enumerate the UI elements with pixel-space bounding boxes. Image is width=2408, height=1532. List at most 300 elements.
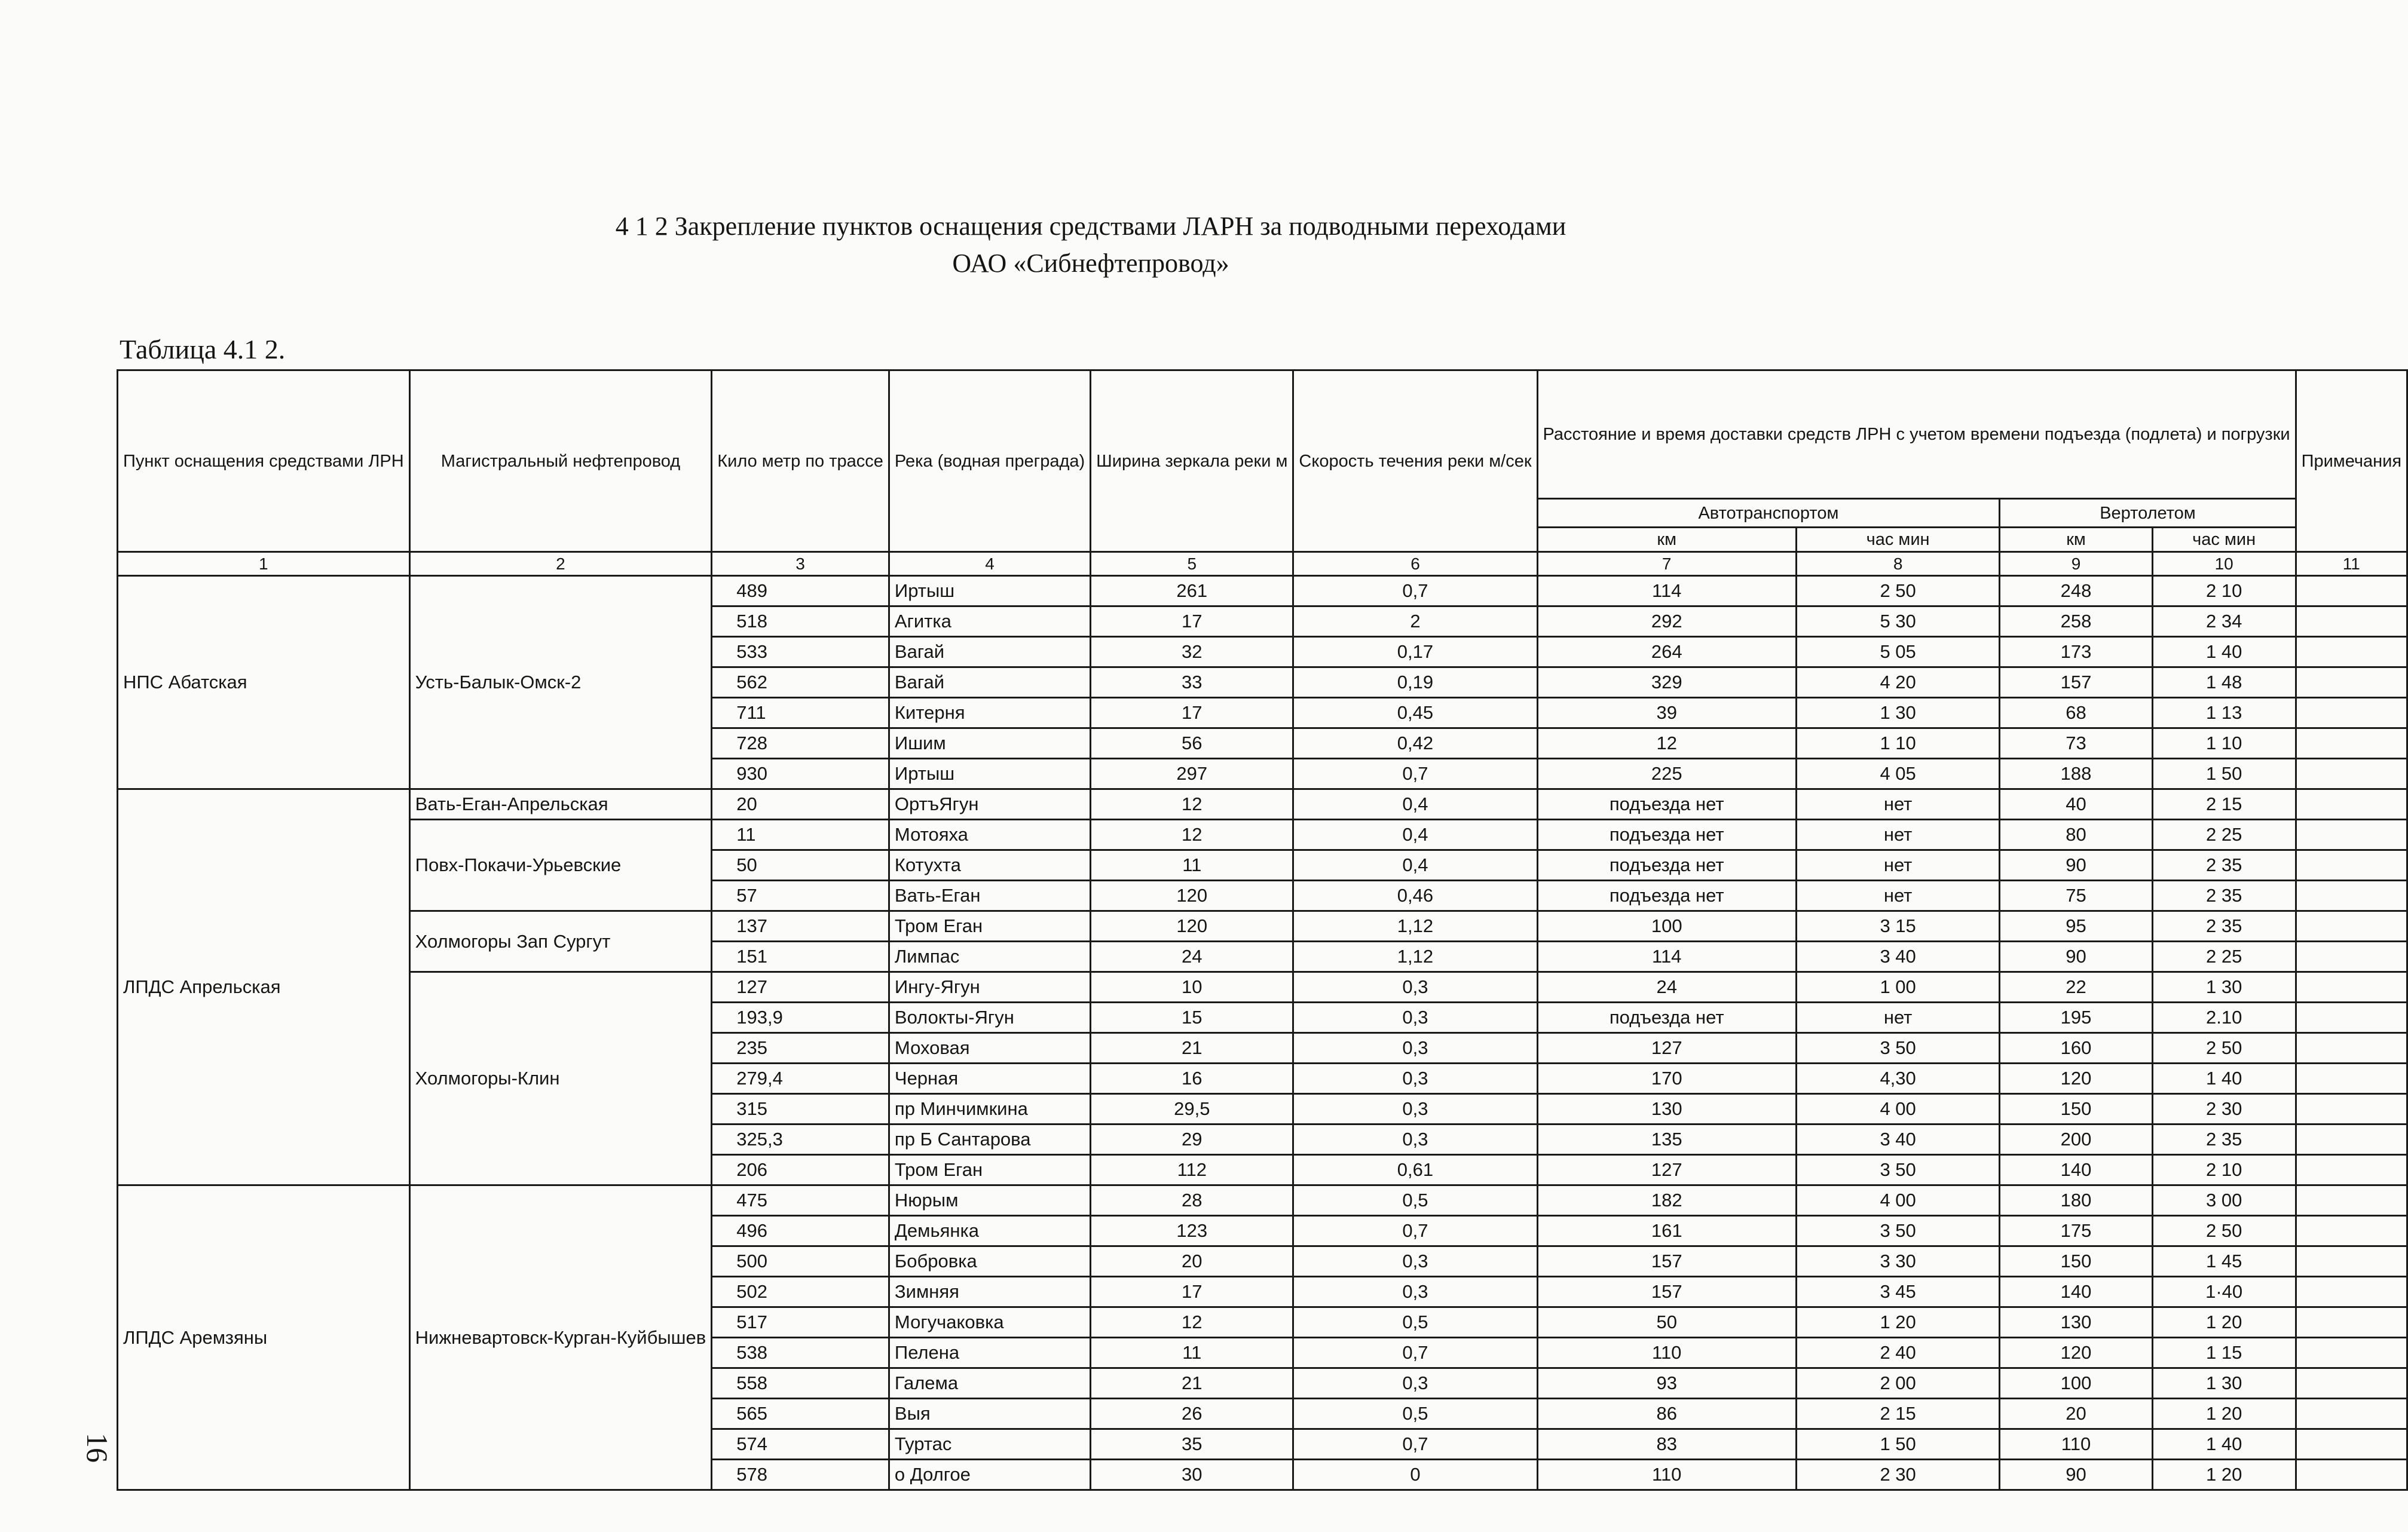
auto-time-cell: 4 20	[1796, 667, 1999, 698]
km-cell: 502	[712, 1277, 889, 1307]
river-cell: о Долгое	[889, 1460, 1090, 1490]
auto-time-cell: 3 50	[1796, 1033, 1999, 1064]
speed-cell: 0,7	[1293, 576, 1537, 606]
km-cell: 500	[712, 1246, 889, 1277]
column-number: 9	[2000, 552, 2152, 576]
auto-km-cell: 127	[1537, 1033, 1796, 1064]
header-auto-transport: Автотранспортом	[1537, 499, 2000, 528]
heli-km-cell: 100	[2000, 1368, 2152, 1399]
river-cell: Лимпас	[889, 942, 1090, 972]
speed-cell: 0,4	[1293, 820, 1537, 850]
km-cell: 489	[712, 576, 889, 606]
auto-km-cell: 110	[1537, 1460, 1796, 1490]
notes-cell	[2296, 942, 2407, 972]
auto-km-cell: 24	[1537, 972, 1796, 1003]
notes-cell	[2296, 1246, 2407, 1277]
heli-time-cell: 2 30	[2152, 1094, 2296, 1125]
heli-time-cell: 1 30	[2152, 972, 2296, 1003]
heli-km-cell: 73	[2000, 728, 2152, 759]
column-number: 10	[2152, 552, 2296, 576]
auto-time-cell: 3 15	[1796, 911, 1999, 942]
km-cell: 137	[712, 911, 889, 942]
heli-km-cell: 150	[2000, 1094, 2152, 1125]
column-number-row	[118, 552, 2407, 576]
river-cell: Тром Еган	[889, 911, 1090, 942]
km-cell: 193,9	[712, 1003, 889, 1033]
river-cell: Волокты-Ягун	[889, 1003, 1090, 1033]
km-cell: 315	[712, 1094, 889, 1125]
heli-time-cell: 1 40	[2152, 1429, 2296, 1460]
station-cell: НПС Абатская	[118, 576, 410, 789]
speed-cell: 0,3	[1293, 1064, 1537, 1094]
river-cell: Вать-Еган	[889, 881, 1090, 911]
station-cell: ЛПДС Апрельская	[118, 789, 410, 1185]
heli-time-cell: 2 34	[2152, 606, 2296, 637]
document-title-line-1: 4 1 2 Закрепление пунктов оснащения средствами ЛАРН за подводными переходами	[615, 212, 1566, 241]
notes-cell	[2296, 820, 2407, 850]
heli-time-cell: 2 15	[2152, 789, 2296, 820]
pipeline-cell: Холмогоры-Клин	[409, 972, 712, 1185]
pipeline-cell: Вать-Еган-Апрельская	[409, 789, 712, 820]
speed-cell: 0,42	[1293, 728, 1537, 759]
speed-cell: 0,19	[1293, 667, 1537, 698]
notes-cell	[2296, 1185, 2407, 1216]
width-cell: 29,5	[1091, 1094, 1293, 1125]
auto-km-cell: 135	[1537, 1125, 1796, 1155]
width-cell: 261	[1091, 576, 1293, 606]
column-number: 7	[1537, 552, 1796, 576]
river-cell: ОртъЯгун	[889, 789, 1090, 820]
river-cell: пр Б Сантарова	[889, 1125, 1090, 1155]
river-cell: пр Минчимкина	[889, 1094, 1090, 1125]
auto-time-cell: 3 50	[1796, 1155, 1999, 1185]
header-speed: Скорость течения реки м/сек	[1293, 370, 1537, 552]
header-delivery: Расстояние и время доставки средств ЛРН с учетом времени подъезда (подлета) и погрузки	[1537, 370, 2296, 499]
notes-cell	[2296, 1216, 2407, 1246]
speed-cell: 0,5	[1293, 1307, 1537, 1338]
river-cell: Тром Еган	[889, 1155, 1090, 1185]
heli-km-cell: 180	[2000, 1185, 2152, 1216]
heli-km-cell: 110	[2000, 1429, 2152, 1460]
notes-cell	[2296, 637, 2407, 667]
heli-time-cell: 1·40	[2152, 1277, 2296, 1307]
heli-time-cell: 1 10	[2152, 728, 2296, 759]
heli-time-cell: 2 25	[2152, 942, 2296, 972]
auto-km-cell: 292	[1537, 606, 1796, 637]
table-body	[118, 576, 2407, 1490]
notes-cell	[2296, 1429, 2407, 1460]
km-cell: 496	[712, 1216, 889, 1246]
km-cell: 517	[712, 1307, 889, 1338]
speed-cell: 0,5	[1293, 1185, 1537, 1216]
auto-time-cell: 3 40	[1796, 1125, 1999, 1155]
column-number: 6	[1293, 552, 1537, 576]
heli-time-cell: 1 50	[2152, 759, 2296, 789]
pipeline-cell: Усть-Балык-Омск-2	[409, 576, 712, 789]
notes-cell	[2296, 1094, 2407, 1125]
speed-cell: 0,3	[1293, 1094, 1537, 1125]
km-cell: 538	[712, 1338, 889, 1368]
auto-km-cell: подъезда нет	[1537, 789, 1796, 820]
width-cell: 32	[1091, 637, 1293, 667]
river-cell: Китерня	[889, 698, 1090, 728]
auto-km-cell: 157	[1537, 1246, 1796, 1277]
heli-time-cell: 2 35	[2152, 1125, 2296, 1155]
km-cell: 57	[712, 881, 889, 911]
width-cell: 26	[1091, 1399, 1293, 1429]
column-number: 5	[1091, 552, 1293, 576]
width-cell: 12	[1091, 820, 1293, 850]
width-cell: 12	[1091, 1307, 1293, 1338]
heli-km-cell: 80	[2000, 820, 2152, 850]
km-cell: 558	[712, 1368, 889, 1399]
auto-km-cell: 329	[1537, 667, 1796, 698]
width-cell: 123	[1091, 1216, 1293, 1246]
width-cell: 10	[1091, 972, 1293, 1003]
auto-time-cell: нет	[1796, 1003, 1999, 1033]
notes-cell	[2296, 1338, 2407, 1368]
speed-cell: 0,3	[1293, 1277, 1537, 1307]
river-cell: Иртыш	[889, 759, 1090, 789]
header-width: Ширина зеркала реки м	[1091, 370, 1293, 552]
auto-time-cell: нет	[1796, 850, 1999, 881]
notes-cell	[2296, 1033, 2407, 1064]
river-cell: Пелена	[889, 1338, 1090, 1368]
river-cell: Мотояха	[889, 820, 1090, 850]
heli-time-cell: 2.10	[2152, 1003, 2296, 1033]
km-cell: 518	[712, 606, 889, 637]
auto-time-cell: 1 10	[1796, 728, 1999, 759]
auto-time-cell: 1 30	[1796, 698, 1999, 728]
heli-km-cell: 22	[2000, 972, 2152, 1003]
auto-time-cell: 4,30	[1796, 1064, 1999, 1094]
width-cell: 28	[1091, 1185, 1293, 1216]
speed-cell: 0,3	[1293, 1033, 1537, 1064]
auto-time-cell: 1 20	[1796, 1307, 1999, 1338]
auto-time-cell: нет	[1796, 881, 1999, 911]
heli-time-cell: 2 35	[2152, 911, 2296, 942]
heli-time-cell: 1 40	[2152, 1064, 2296, 1094]
heli-time-cell: 2 25	[2152, 820, 2296, 850]
column-number: 11	[2296, 552, 2407, 576]
header-km: Кило метр по трассе	[712, 370, 889, 552]
river-cell: Выя	[889, 1399, 1090, 1429]
auto-time-cell: 5 30	[1796, 606, 1999, 637]
river-cell: Вагай	[889, 667, 1090, 698]
km-cell: 574	[712, 1429, 889, 1460]
heli-time-cell: 1 48	[2152, 667, 2296, 698]
auto-km-cell: подъезда нет	[1537, 820, 1796, 850]
auto-km-cell: 130	[1537, 1094, 1796, 1125]
heli-time-cell: 1 30	[2152, 1368, 2296, 1399]
document-title-line-2: ОАО «Сибнефтепровод»	[952, 249, 1229, 278]
header-helicopter: Вертолетом	[2000, 499, 2296, 528]
width-cell: 20	[1091, 1246, 1293, 1277]
km-cell: 533	[712, 637, 889, 667]
pipeline-cell: Холмогоры Зап Сургут	[409, 911, 712, 972]
heli-km-cell: 160	[2000, 1033, 2152, 1064]
heli-km-cell: 188	[2000, 759, 2152, 789]
column-number: 4	[889, 552, 1090, 576]
heli-time-cell: 2 10	[2152, 1155, 2296, 1185]
river-cell: Бобровка	[889, 1246, 1090, 1277]
speed-cell: 0,7	[1293, 1429, 1537, 1460]
notes-cell	[2296, 1064, 2407, 1094]
pipeline-cell: Нижневартовск-Курган-Куйбышев	[409, 1185, 712, 1490]
notes-cell	[2296, 1399, 2407, 1429]
auto-km-cell: 170	[1537, 1064, 1796, 1094]
km-cell: 565	[712, 1399, 889, 1429]
width-cell: 16	[1091, 1064, 1293, 1094]
width-cell: 30	[1091, 1460, 1293, 1490]
heli-km-cell: 90	[2000, 1460, 2152, 1490]
speed-cell: 0,7	[1293, 1338, 1537, 1368]
auto-time-cell: 4 00	[1796, 1185, 1999, 1216]
header-heli-time: час мин	[2152, 528, 2296, 552]
width-cell: 17	[1091, 698, 1293, 728]
speed-cell: 2	[1293, 606, 1537, 637]
notes-cell	[2296, 728, 2407, 759]
heli-km-cell: 173	[2000, 637, 2152, 667]
auto-time-cell: 1 00	[1796, 972, 1999, 1003]
header-pipeline: Магистральный нефтепровод	[409, 370, 712, 552]
auto-km-cell: подъезда нет	[1537, 881, 1796, 911]
auto-km-cell: 182	[1537, 1185, 1796, 1216]
auto-time-cell: 2 30	[1796, 1460, 1999, 1490]
speed-cell: 0,46	[1293, 881, 1537, 911]
heli-time-cell: 1 20	[2152, 1460, 2296, 1490]
width-cell: 21	[1091, 1368, 1293, 1399]
speed-cell: 0,4	[1293, 789, 1537, 820]
heli-km-cell: 140	[2000, 1155, 2152, 1185]
auto-km-cell: 86	[1537, 1399, 1796, 1429]
notes-cell	[2296, 850, 2407, 881]
heli-km-cell: 68	[2000, 698, 2152, 728]
auto-time-cell: нет	[1796, 820, 1999, 850]
station-cell: ЛПДС Аремзяны	[118, 1185, 410, 1490]
speed-cell: 0,3	[1293, 1125, 1537, 1155]
width-cell: 297	[1091, 759, 1293, 789]
auto-km-cell: 12	[1537, 728, 1796, 759]
width-cell: 35	[1091, 1429, 1293, 1460]
speed-cell: 0,3	[1293, 1368, 1537, 1399]
auto-time-cell: 2 50	[1796, 576, 1999, 606]
column-number: 3	[712, 552, 889, 576]
column-number: 1	[118, 552, 410, 576]
auto-time-cell: 2 40	[1796, 1338, 1999, 1368]
km-cell: 151	[712, 942, 889, 972]
auto-km-cell: 110	[1537, 1338, 1796, 1368]
river-cell: Иртыш	[889, 576, 1090, 606]
heli-time-cell: 1 20	[2152, 1307, 2296, 1338]
notes-cell	[2296, 1003, 2407, 1033]
speed-cell: 1,12	[1293, 942, 1537, 972]
header-notes: Примечания	[2296, 370, 2407, 552]
heli-km-cell: 157	[2000, 667, 2152, 698]
auto-km-cell: 100	[1537, 911, 1796, 942]
km-cell: 325,3	[712, 1125, 889, 1155]
auto-km-cell: 157	[1537, 1277, 1796, 1307]
width-cell: 17	[1091, 1277, 1293, 1307]
table-row	[118, 1185, 2407, 1216]
table-row	[118, 911, 2407, 942]
km-cell: 206	[712, 1155, 889, 1185]
speed-cell: 0,3	[1293, 972, 1537, 1003]
page-number: 16	[81, 1433, 114, 1463]
auto-km-cell: 39	[1537, 698, 1796, 728]
heli-km-cell: 20	[2000, 1399, 2152, 1429]
auto-time-cell: 2 15	[1796, 1399, 1999, 1429]
width-cell: 120	[1091, 881, 1293, 911]
river-cell: Агитка	[889, 606, 1090, 637]
km-cell: 711	[712, 698, 889, 728]
heli-time-cell: 2 50	[2152, 1033, 2296, 1064]
speed-cell: 0,17	[1293, 637, 1537, 667]
heli-km-cell: 40	[2000, 789, 2152, 820]
table-row	[118, 820, 2407, 850]
speed-cell: 1,12	[1293, 911, 1537, 942]
auto-time-cell: 5 05	[1796, 637, 1999, 667]
river-cell: Нюрым	[889, 1185, 1090, 1216]
heli-km-cell: 258	[2000, 606, 2152, 637]
speed-cell: 0	[1293, 1460, 1537, 1490]
river-cell: Ишим	[889, 728, 1090, 759]
pipeline-cell: Повх-Покачи-Урьевские	[409, 820, 712, 911]
auto-km-cell: 161	[1537, 1216, 1796, 1246]
speed-cell: 0,7	[1293, 1216, 1537, 1246]
heli-time-cell: 2 35	[2152, 881, 2296, 911]
heli-time-cell: 1 13	[2152, 698, 2296, 728]
heli-km-cell: 200	[2000, 1125, 2152, 1155]
header-station: Пункт оснащения средствами ЛРН	[118, 370, 410, 552]
auto-km-cell: 127	[1537, 1155, 1796, 1185]
column-number: 8	[1796, 552, 1999, 576]
table-row	[118, 972, 2407, 1003]
river-cell: Котухта	[889, 850, 1090, 881]
header-auto-km: км	[1537, 528, 1796, 552]
auto-time-cell: 1 50	[1796, 1429, 1999, 1460]
width-cell: 24	[1091, 942, 1293, 972]
notes-cell	[2296, 911, 2407, 942]
auto-time-cell: 4 00	[1796, 1094, 1999, 1125]
km-cell: 11	[712, 820, 889, 850]
heli-km-cell: 195	[2000, 1003, 2152, 1033]
width-cell: 17	[1091, 606, 1293, 637]
river-cell: Моховая	[889, 1033, 1090, 1064]
km-cell: 279,4	[712, 1064, 889, 1094]
header-auto-time: час мин	[1796, 528, 1999, 552]
auto-km-cell: 114	[1537, 942, 1796, 972]
river-cell: Демьянка	[889, 1216, 1090, 1246]
width-cell: 12	[1091, 789, 1293, 820]
river-cell: Вагай	[889, 637, 1090, 667]
heli-km-cell: 90	[2000, 942, 2152, 972]
width-cell: 112	[1091, 1155, 1293, 1185]
table-caption: Таблица 4.1 2.	[120, 334, 286, 364]
river-cell: Черная	[889, 1064, 1090, 1094]
heli-km-cell: 175	[2000, 1216, 2152, 1246]
width-cell: 11	[1091, 1338, 1293, 1368]
speed-cell: 0,7	[1293, 759, 1537, 789]
km-cell: 20	[712, 789, 889, 820]
speed-cell: 0,3	[1293, 1246, 1537, 1277]
notes-cell	[2296, 698, 2407, 728]
notes-cell	[2296, 789, 2407, 820]
heli-time-cell: 1 20	[2152, 1399, 2296, 1429]
heli-km-cell: 95	[2000, 911, 2152, 942]
notes-cell	[2296, 881, 2407, 911]
notes-cell	[2296, 606, 2407, 637]
heli-km-cell: 120	[2000, 1338, 2152, 1368]
heli-km-cell: 248	[2000, 576, 2152, 606]
header-river: Река (водная преграда)	[889, 370, 1090, 552]
auto-km-cell: 264	[1537, 637, 1796, 667]
river-cell: Ингу-Ягун	[889, 972, 1090, 1003]
speed-cell: 0,3	[1293, 1003, 1537, 1033]
speed-cell: 0,45	[1293, 698, 1537, 728]
auto-km-cell: подъезда нет	[1537, 1003, 1796, 1033]
notes-cell	[2296, 576, 2407, 606]
auto-time-cell: 4 05	[1796, 759, 1999, 789]
notes-cell	[2296, 759, 2407, 789]
river-cell: Зимняя	[889, 1277, 1090, 1307]
notes-cell	[2296, 972, 2407, 1003]
auto-km-cell: подъезда нет	[1537, 850, 1796, 881]
auto-time-cell: 3 50	[1796, 1216, 1999, 1246]
width-cell: 33	[1091, 667, 1293, 698]
notes-cell	[2296, 1155, 2407, 1185]
auto-time-cell: 3 30	[1796, 1246, 1999, 1277]
width-cell: 15	[1091, 1003, 1293, 1033]
width-cell: 29	[1091, 1125, 1293, 1155]
auto-km-cell: 114	[1537, 576, 1796, 606]
heli-time-cell: 2 35	[2152, 850, 2296, 881]
auto-time-cell: нет	[1796, 789, 1999, 820]
km-cell: 578	[712, 1460, 889, 1490]
auto-km-cell: 225	[1537, 759, 1796, 789]
heli-time-cell: 1 45	[2152, 1246, 2296, 1277]
heli-time-cell: 2 10	[2152, 576, 2296, 606]
auto-time-cell: 3 40	[1796, 942, 1999, 972]
heli-time-cell: 1 15	[2152, 1338, 2296, 1368]
heli-km-cell: 75	[2000, 881, 2152, 911]
heli-time-cell: 3 00	[2152, 1185, 2296, 1216]
heli-km-cell: 140	[2000, 1277, 2152, 1307]
table-row	[118, 789, 2407, 820]
km-cell: 127	[712, 972, 889, 1003]
notes-cell	[2296, 1125, 2407, 1155]
heli-km-cell: 130	[2000, 1307, 2152, 1338]
width-cell: 11	[1091, 850, 1293, 881]
auto-km-cell: 50	[1537, 1307, 1796, 1338]
heli-time-cell: 2 50	[2152, 1216, 2296, 1246]
auto-time-cell: 2 00	[1796, 1368, 1999, 1399]
km-cell: 930	[712, 759, 889, 789]
column-number: 2	[409, 552, 712, 576]
table-row	[118, 576, 2407, 606]
heli-time-cell: 1 40	[2152, 637, 2296, 667]
river-cell: Галема	[889, 1368, 1090, 1399]
width-cell: 21	[1091, 1033, 1293, 1064]
notes-cell	[2296, 1277, 2407, 1307]
speed-cell: 0,61	[1293, 1155, 1537, 1185]
auto-km-cell: 83	[1537, 1429, 1796, 1460]
speed-cell: 0,4	[1293, 850, 1537, 881]
km-cell: 475	[712, 1185, 889, 1216]
speed-cell: 0,5	[1293, 1399, 1537, 1429]
header-heli-km: км	[2000, 528, 2152, 552]
width-cell: 56	[1091, 728, 1293, 759]
